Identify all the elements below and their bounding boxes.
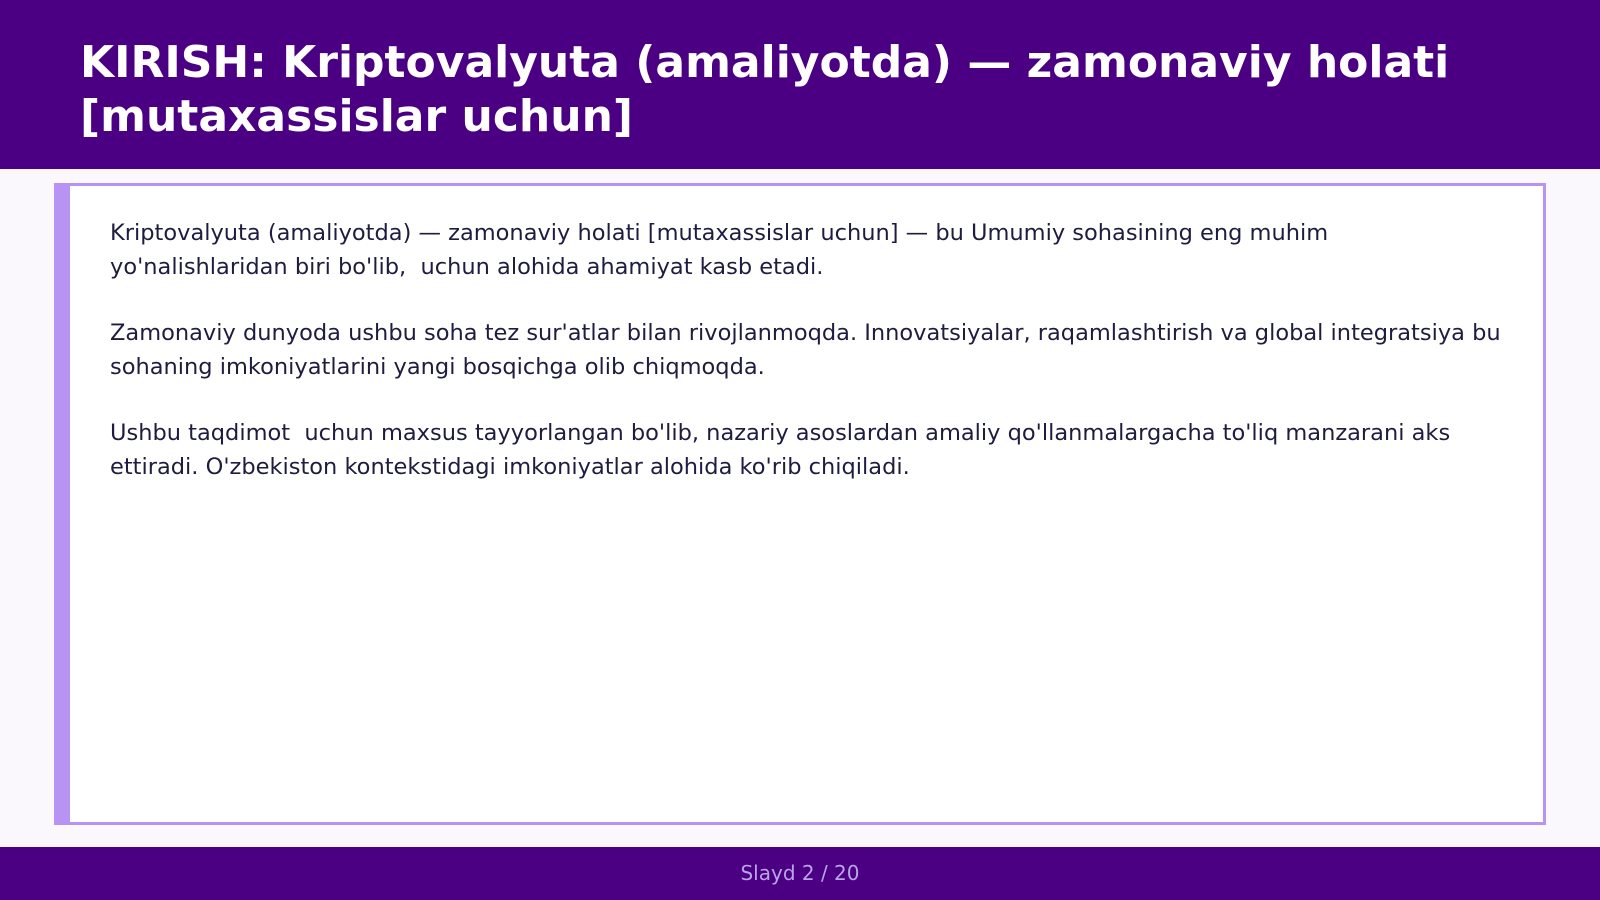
slide-footer <box>0 847 1600 900</box>
slide-header <box>0 0 1600 169</box>
body-text <box>110 216 1510 516</box>
paragraph-1: Kriptovalyuta (amaliyotda) — zamonaviy holati [mutaxassislar uchun] — bu Umumiy sohasining eng muhim yo'nalishlaridan biri bo'lib, uchun alohida ahamiyat kasb etadi. <box>110 220 1336 280</box>
paragraph-2: Zamonaviy dunyoda ushbu soha tez sur'atlar bilan rivojlanmoqda. Innovatsiyalar, raqamlashtirish va global integratsiya bu sohaning imkoniyatlarini yangi bosqichga olib chiqmoqda. <box>110 320 1508 380</box>
slide-counter: Slayd 2 / 20 <box>740 861 860 885</box>
paragraph-3: Ushbu taqdimot uchun maxsus tayyorlangan bo'lib, nazariy asoslardan amaliy qo'llanmalargacha to'liq manzarani aks ettiradi. O'zbekiston kontekstidagi imkoniyatlar alohida ko'rib chiqiladi. <box>110 420 1458 480</box>
slide-title: KIRISH: Kriptovalyuta (amaliyotda) — zamonaviy holati [mutaxassislar uchun] <box>80 37 1450 142</box>
content-card <box>54 183 1546 825</box>
